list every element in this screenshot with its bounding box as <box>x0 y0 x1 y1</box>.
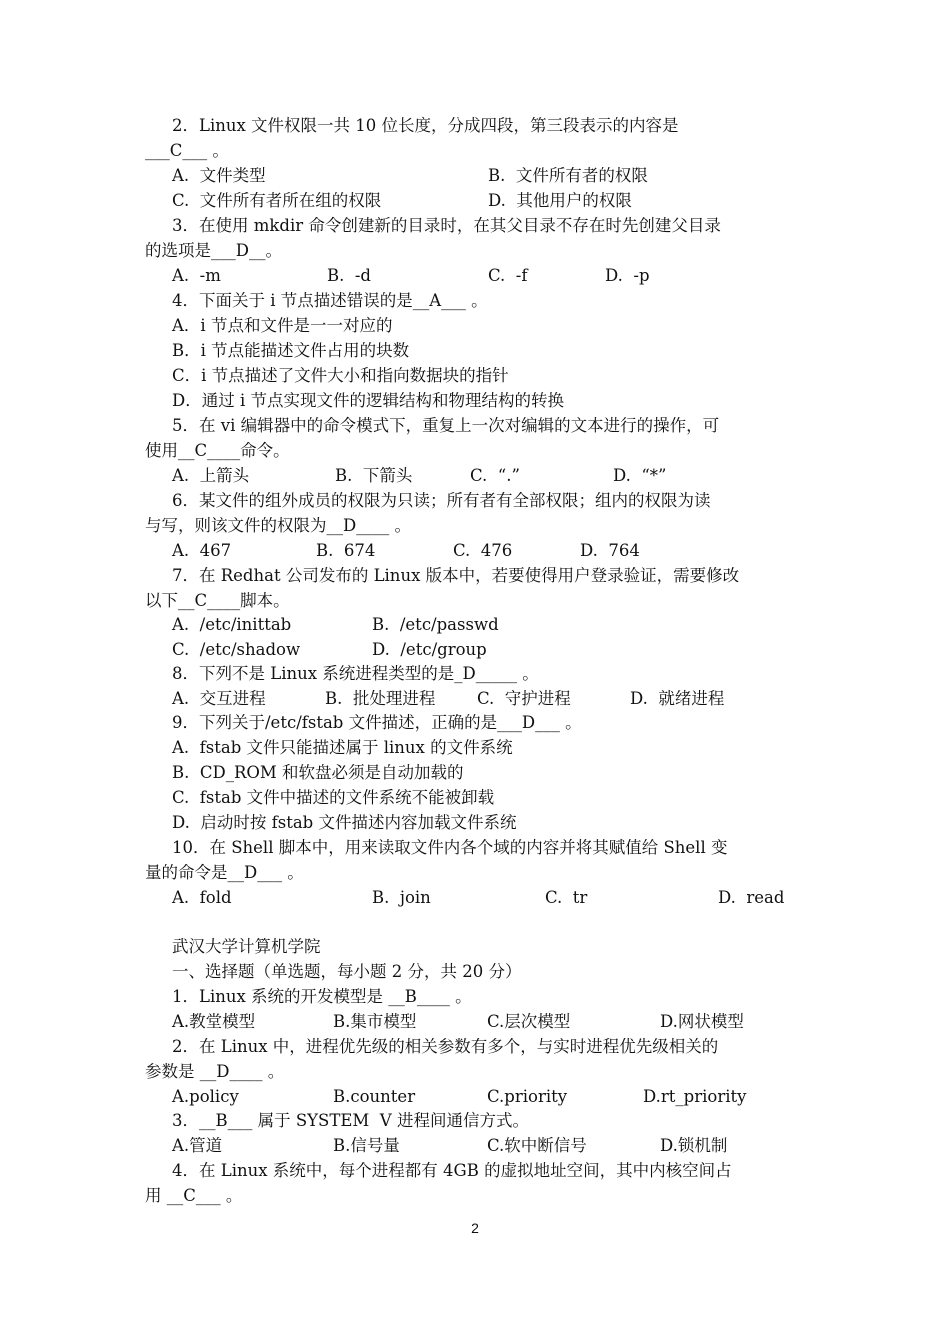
s1-q1-option-c: C.层次模型 <box>487 1012 571 1031</box>
s1-q3-option-d: D.锁机制 <box>660 1136 728 1155</box>
q2-stem-line1: 2．Linux 文件权限一共 10 位长度，分成四段，第三段表示的内容是 <box>172 116 679 135</box>
page-number: 2 <box>471 1220 479 1236</box>
q8-option-b: B. 批处理进程 <box>325 689 436 708</box>
s1-q1-option-a: A.教堂模型 <box>172 1012 256 1031</box>
q9-stem: 9．下列关于/etc/fstab 文件描述，正确的是___D___ 。 <box>172 713 582 732</box>
q6-stem-line2: 与写，则该文件的权限为__D____ 。 <box>145 516 411 535</box>
s1-q4-stem-line1: 4．在 Linux 系统中，每个进程都有 4GB 的虚拟地址空间，其中内核空间占 <box>172 1161 732 1180</box>
s1-q2-option-c: C.priority <box>487 1087 568 1106</box>
q10-option-d: D. read <box>718 888 785 907</box>
q3-stem-line1: 3．在使用 mkdir 命令创建新的目录时，在其父目录不存在时先创建父目录 <box>172 216 721 235</box>
q9-option-b: B. CD_ROM 和软盘必须是自动加载的 <box>172 763 464 782</box>
q10-option-b: B. join <box>372 888 431 907</box>
q3-stem-line2: 的选项是___D__。 <box>145 241 282 260</box>
q5-option-d: D. “*” <box>613 466 667 485</box>
q8-stem: 8．下列不是 Linux 系统进程类型的是_D_____ 。 <box>172 664 539 683</box>
q7-option-a: A. /etc/inittab <box>172 615 292 634</box>
s1-q2-stem-line2: 参数是 __D____ 。 <box>145 1062 285 1081</box>
q7-stem-line1: 7．在 Redhat 公司发布的 Linux 版本中，若要使得用户登录验证，需要修改 <box>172 566 740 585</box>
s1-q1-option-d: D.网状模型 <box>660 1012 744 1031</box>
s1-q2-option-a: A.policy <box>172 1087 239 1106</box>
q7-option-b: B. /etc/passwd <box>372 615 499 634</box>
q4-option-b: B．i 节点能描述文件占用的块数 <box>172 341 410 360</box>
s1-q3-stem: 3．__B___ 属于 SYSTEM V 进程间通信方式。 <box>172 1111 529 1130</box>
s1-q1-option-b: B.集市模型 <box>333 1012 417 1031</box>
q4-option-c: C．i 节点描述了文件大小和指向数据块的指针 <box>172 366 509 385</box>
s1-q2-option-d: D.rt_priority <box>643 1087 747 1106</box>
s1-q3-option-b: B.信号量 <box>333 1136 400 1155</box>
q8-option-a: A. 交互进程 <box>172 689 266 708</box>
s1-q2-stem-line1: 2．在 Linux 中，进程优先级的相关参数有多个，与实时进程优先级相关的 <box>172 1037 719 1056</box>
section-title: 一、选择题（单选题，每小题 2 分，共 20 分） <box>172 962 522 981</box>
q5-option-b: B. 下箭头 <box>335 466 413 485</box>
q6-option-c: C. 476 <box>453 541 513 560</box>
q3-option-a: A. -m <box>172 266 221 285</box>
q9-option-a: A. fstab 文件只能描述属于 linux 的文件系统 <box>172 738 513 757</box>
q9-option-d: D. 启动时按 fstab 文件描述内容加载文件系统 <box>172 813 517 832</box>
q5-stem-line1: 5．在 vi 编辑器中的命令模式下，重复上一次对编辑的文本进行的操作，可 <box>172 416 720 435</box>
q4-stem: 4．下面关于 i 节点描述错误的是__A___ 。 <box>172 291 488 310</box>
q2-option-b: B. 文件所有者的权限 <box>488 166 648 185</box>
q6-option-a: A. 467 <box>172 541 232 560</box>
q9-option-c: C. fstab 文件中描述的文件系统不能被卸载 <box>172 788 495 807</box>
q6-stem-line1: 6．某文件的组外成员的权限为只读；所有者有全部权限；组内的权限为读 <box>172 491 711 510</box>
s1-q4-stem-line2: 用 __C___ 。 <box>145 1186 243 1205</box>
q5-option-c: C. “.” <box>470 466 520 485</box>
s1-q2-option-b: B.counter <box>333 1087 416 1106</box>
q2-option-c: C. 文件所有者所在组的权限 <box>172 191 382 210</box>
q6-option-d: D. 764 <box>580 541 640 560</box>
q8-option-d: D. 就绪进程 <box>630 689 725 708</box>
q3-option-c: C. -f <box>488 266 528 285</box>
q6-option-b: B. 674 <box>316 541 376 560</box>
q3-option-d: D. -p <box>605 266 650 285</box>
q2-stem-line2: ___C___ 。 <box>145 141 229 160</box>
q7-option-d: D. /etc/group <box>372 640 487 659</box>
q10-stem-line2: 量的命令是__D___ 。 <box>145 863 304 882</box>
q7-option-c: C. /etc/shadow <box>172 640 301 659</box>
q5-stem-line2: 使用__C____命令。 <box>145 441 290 460</box>
q4-option-a: A．i 节点和文件是一一对应的 <box>172 316 393 335</box>
q10-option-a: A. fold <box>172 888 232 907</box>
q3-option-b: B. -d <box>327 266 371 285</box>
q8-option-c: C. 守护进程 <box>477 689 571 708</box>
s1-q1-stem: 1．Linux 系统的开发模型是 __B____ 。 <box>172 987 472 1006</box>
q10-option-c: C. tr <box>545 888 588 907</box>
q7-stem-line2: 以下__C____脚本。 <box>145 591 290 610</box>
s1-q3-option-c: C.软中断信号 <box>487 1136 587 1155</box>
q2-option-d: D. 其他用户的权限 <box>488 191 632 210</box>
q10-stem-line1: 10．在 Shell 脚本中，用来读取文件内各个域的内容并将其赋值给 Shell 变 <box>172 838 728 857</box>
s1-q3-option-a: A.管道 <box>172 1136 223 1155</box>
q4-option-d: D．通过 i 节点实现文件的逻辑结构和物理结构的转换 <box>172 391 564 410</box>
q2-option-a: A. 文件类型 <box>172 166 266 185</box>
school-name: 武汉大学计算机学院 <box>172 937 321 956</box>
q5-option-a: A. 上箭头 <box>172 466 250 485</box>
